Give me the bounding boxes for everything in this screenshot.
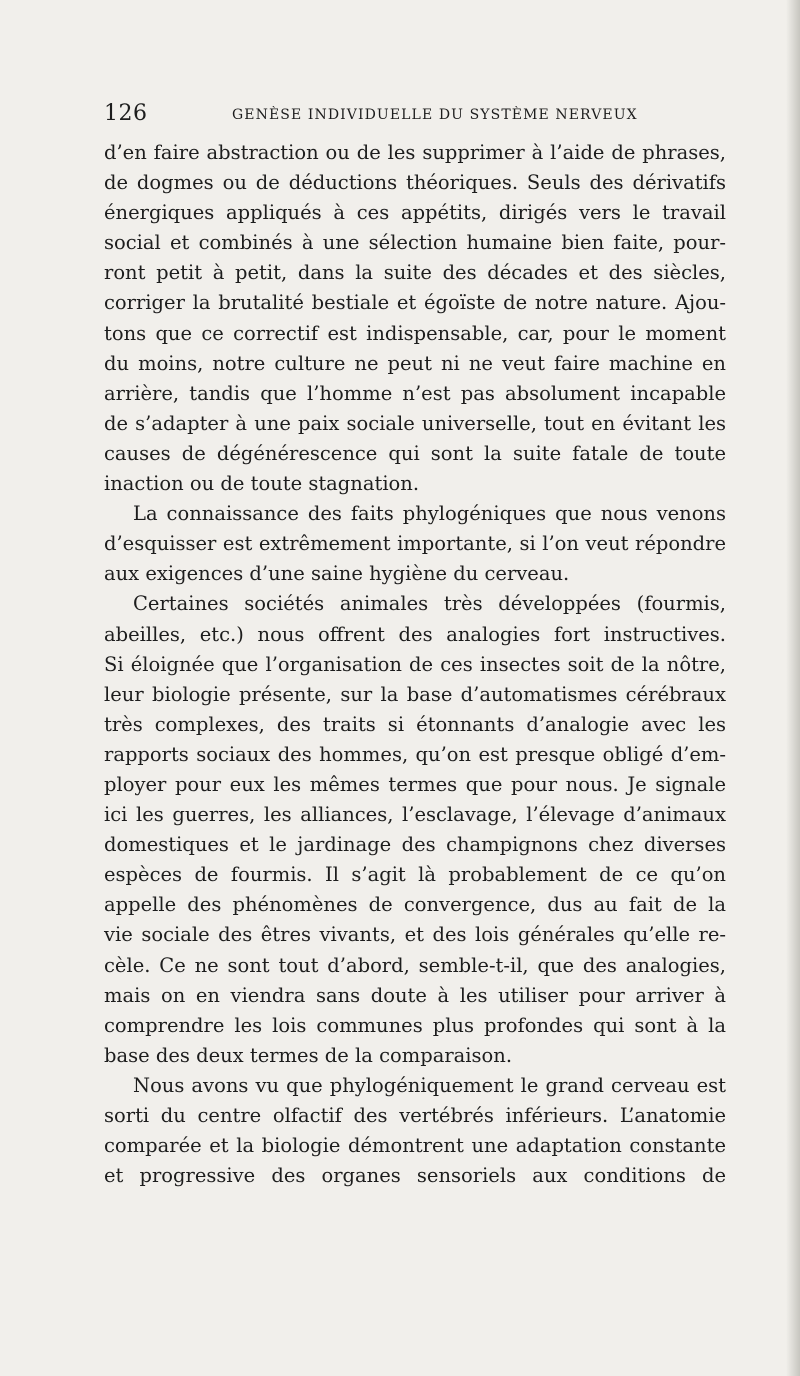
running-head: GENÈSE INDIVIDUELLE DU SYSTÈME NERVEUX bbox=[232, 107, 638, 123]
text-line: mais on en viendra sans doute à les utiliser pour arriver à bbox=[104, 983, 726, 1007]
text-line: énergiques appliqués à ces appétits, dirigés vers le travail bbox=[104, 201, 726, 225]
text-line: domestiques et le jardinage des champignons chez diverses bbox=[104, 833, 726, 857]
text-line: vie sociale des êtres vivants, et des lois générales qu’elle re- bbox=[104, 923, 726, 947]
text-line: Nous avons vu que phylogéniquement le grand cerveau est bbox=[133, 1073, 726, 1097]
text-line: corriger la brutalité bestiale et égoïste de notre nature. Ajou- bbox=[104, 291, 726, 315]
text-line: arrière, tandis que l’homme n’est pas absolument incapable bbox=[104, 381, 726, 405]
text-line: ployer pour eux les mêmes termes que pour nous. Je signale bbox=[104, 772, 726, 796]
text-line: de s’adapter à une paix sociale universelle, tout en évitant les bbox=[104, 411, 726, 435]
text-line: de dogmes ou de déductions théoriques. Seuls des dérivatifs bbox=[104, 171, 726, 195]
text-line: causes de dégénérescence qui sont la suite fatale de toute bbox=[104, 441, 726, 465]
page-edge-shadow bbox=[786, 0, 800, 1376]
page-number: 126 bbox=[104, 101, 148, 126]
text-line: Si éloignée que l’organisation de ces insectes soit de la nôtre, bbox=[104, 652, 726, 676]
text-line: et progressive des organes sensoriels aux conditions de bbox=[104, 1164, 726, 1188]
text-line: appelle des phénomènes de convergence, dus au fait de la bbox=[104, 893, 726, 917]
text-line: aux exigences d’une saine hygiène du cerveau. bbox=[104, 562, 570, 586]
text-line: ici les guerres, les alliances, l’esclavage, l’élevage d’animaux bbox=[104, 803, 726, 827]
text-line: ront petit à petit, dans la suite des décades et des siècles, bbox=[104, 261, 726, 285]
text-line: La connaissance des faits phylogéniques que nous venons bbox=[133, 502, 726, 526]
text-line: sorti du centre olfactif des vertébrés inférieurs. L’anatomie bbox=[104, 1104, 726, 1127]
text-line: cèle. Ce ne sont tout d’abord, semble-t-il, que des analogies, bbox=[104, 953, 726, 977]
text-line: d’en faire abstraction ou de les supprimer à l’aide de phrases, bbox=[104, 141, 726, 164]
text-line: rapports sociaux des hommes, qu’on est presque obligé d’em- bbox=[104, 742, 726, 766]
text-line: abeilles, etc.) nous offrent des analogies fort instructives. bbox=[104, 622, 726, 646]
text-line: tons que ce correctif est indispensable, car, pour le moment bbox=[104, 321, 726, 345]
text-line: base des deux termes de la comparaison. bbox=[104, 1043, 513, 1067]
text-line: leur biologie présente, sur la base d’automatismes cérébraux bbox=[104, 682, 726, 706]
text-line: inaction ou de toute stagnation. bbox=[104, 472, 420, 496]
text-line: social et combinés à une sélection humaine bien faite, pour- bbox=[104, 231, 726, 255]
text-line: du moins, notre culture ne peut ni ne veut faire machine en bbox=[104, 351, 726, 375]
text-line: comprendre les lois communes plus profondes qui sont à la bbox=[104, 1013, 726, 1037]
text-line: comparée et la biologie démontrent une adaptation constante bbox=[104, 1134, 726, 1158]
page-header bbox=[104, 99, 704, 129]
text-line: espèces de fourmis. Il s’agit là probablement de ce qu’on bbox=[104, 863, 726, 887]
body-text bbox=[104, 138, 726, 1191]
text-line: Certaines sociétés animales très développées (fourmis, bbox=[133, 592, 726, 616]
text-line: d’esquisser est extrêmement importante, si l’on veut répondre bbox=[104, 532, 726, 556]
text-line: très complexes, des traits si étonnants d’analogie avec les bbox=[104, 712, 726, 736]
